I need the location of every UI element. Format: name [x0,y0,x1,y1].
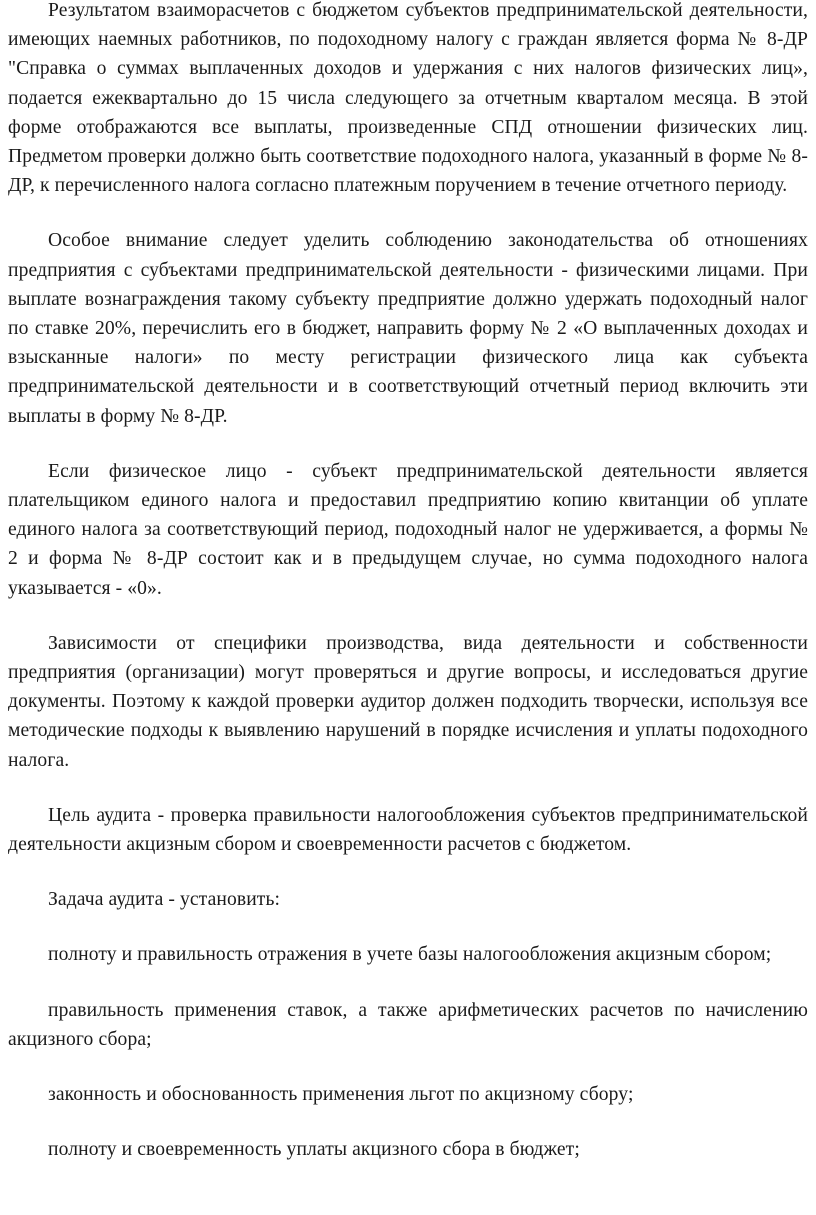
paragraph-entrepreneurs-relations: Особое внимание следует уделить соблюдению законодательства об отношениях предприятия с субъектами предпринимательской деятельности - физическими лицами. При выплате вознаграждения такому субъекту предприятие должно удержать подоходный налог по ставке 20%, перечислить его в бюджет, направить форму № 2 «О выплаченных доходах и взысканные налоги» по месту регистрации физического лица как субъекта предпринимательской деятельности и в соответствующий отчетный период включить эти выплаты в форму № 8-ДР. [8,230,808,427]
paragraph-audit-task: Задача аудита - установить: [48,889,281,911]
paragraph-mutual-settlements: Результатом взаиморасчетов с бюджетом субъектов предпринимательской деятельности, имеющих наемных работников, по подоходному налогу с граждан является форма № 8-ДР "Справка о суммах выплаченных доходов и удержания с них налогов физических лиц», подается ежеквартально до 15 числа следующего за отчетным кварталом месяца. В этой форме отображаются все выплаты, произведенные СПД отношении физических лиц. Предметом проверки должно быть соответствие подоходного налога, указанный в форме № 8-ДР, к перечисленного налога согласно платежным поручением в течение отчетного периоду. [8,0,808,197]
list-item-rates: правильность применения ставок, а также арифметических расчетов по начислению акцизного сбора; [8,999,808,1050]
list-item-tax-base: полноту и правильность отражения в учете базы налогообложения акцизным сбором; [48,944,772,966]
list-item-benefits: законность и обоснованность применения льгот по акцизному сбору; [48,1084,634,1106]
list-item-payment: полноту и своевременность уплаты акцизного сбора в бюджет; [48,1139,580,1161]
paragraph-other-documents: Зависимости от специфики производства, вида деятельности и собственности предприятия (организации) могут проверяться и другие вопросы, и исследоваться другие документы. Поэтому к каждой проверки аудитор должен подходить творчески, используя все методические подходы к выявлению нарушений в порядке исчисления и уплаты подоходного налога. [8,632,808,771]
paragraph-single-tax-payer: Если физическое лицо - субъект предпринимательской деятельности является плательщиком единого налога и предоставил предприятию копию квитанции об уплате единого налога за соответствующий период, подоходный налог не удерживается, а формы № 2 и форма № 8-ДР состоит как и в предыдущем случае, но сумма подоходного налога указывается - «0». [8,460,808,599]
paragraph-audit-goal: Цель аудита - проверка правильности налогообложения субъектов предпринимательской деятельности акцизным сбором и своевременности расчетов с бюджетом. [8,804,808,856]
